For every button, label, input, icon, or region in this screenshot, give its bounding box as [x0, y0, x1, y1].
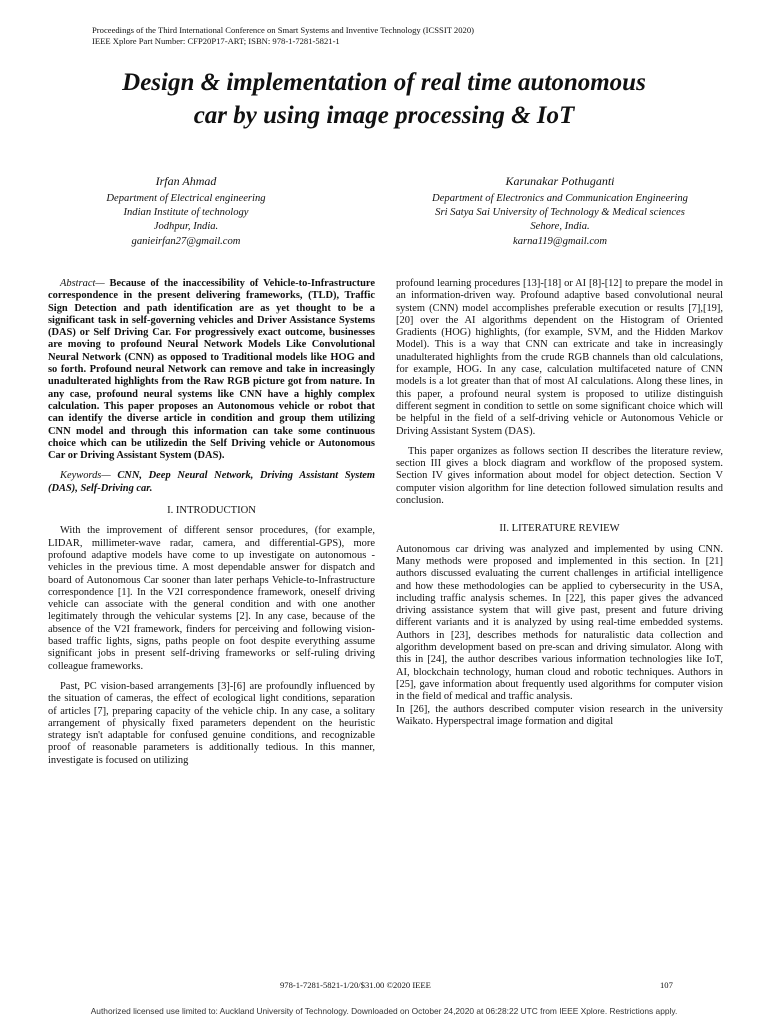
literature-paragraph-2: In [26], the authors described computer vision research in the university Waikato. Hyperspectral image formation and digital	[396, 703, 723, 727]
intro-paragraph-2: Past, PC vision-based arrangements [3]-[6] are profoundly influenced by the situation of cameras, the effect of ecological light conditions, separation of articles [7], preparing capacity of the vehicle chip. In any case, a solitary arrangement of physically fixed parameters dependent on the heuristic strategy isn't adaptable for confused genuine conditions, and recognizable proof of reasonable parameters is additionally tedious. In this manner, investigate is focused on utilizing	[48, 680, 375, 766]
isbn-header-line: IEEE Xplore Part Number: CFP20P17-ART; ISBN: 978-1-7281-5821-1	[92, 36, 340, 46]
title-line-1: Design & implementation of real time autonomous	[122, 69, 646, 96]
keywords-label: Keywords—	[60, 470, 111, 482]
author-block-2	[390, 174, 730, 249]
author-institute: Indian Institute of technology	[123, 207, 249, 219]
author-block-1	[56, 174, 316, 249]
section-heading-introduction: I. INTRODUCTION	[167, 505, 256, 517]
footer-copyright: 978-1-7281-5821-1/20/$31.00 ©2020 IEEE	[280, 980, 431, 990]
intro-continued-paragraph: profound learning procedures [13]-[18] or AI [8]-[12] to prepare the model in an information-driven way. Profound adaptive based convolutional neural system (CNN) model accomplishes preferable execution or results [7],[19],[20] over the AI algorithms dependent on the Histogram of Oriented Gradients (HOG) highlights, (for example, SVM, and the Hidden Markov Model). This is a way that CNN can extricate and take in increasingly unadulterated highlights from the crude RGB channels than old calculations, for example, HOG. In any case, calculation multifaceted nature of CNN models is a lot greater than that of most AI calculations. Along these lines, in this paper, a profound neural system is proposed to utilize distinguish different segment in condition to settle on some significant choice which will be helpful in the field of a self-driving vehicle or Autonomous Vehicle or Driving Assistant System (DAS).	[396, 278, 723, 437]
author-email: karna119@gmail.com	[513, 235, 607, 247]
abstract-paragraph	[48, 278, 375, 462]
right-column	[396, 278, 723, 728]
author-department: Department of Electrical engineering	[106, 193, 266, 204]
keywords-paragraph	[48, 470, 375, 495]
organization-paragraph: This paper organizes as follows section II describes the literature review, section III gives a block diagram and workflow of the proposed system. Section IV gives information about model for object detection. Section V computer vision algorithm for line detection followed simulation results and conclusion.	[396, 445, 723, 507]
left-column	[48, 278, 375, 767]
author-name: Irfan Ahmad	[155, 174, 217, 188]
license-notice: Authorized licensed use limited to: Auckland University of Technology. Downloaded on October 24,2020 at 06:28:22 UTC from IEEE Xplore. Restrictions apply.	[90, 1006, 678, 1016]
author-email: ganieirfan27@gmail.com	[131, 235, 241, 247]
author-location: Jodhpur, India.	[153, 221, 219, 233]
literature-paragraph-1: Autonomous car driving was analyzed and implemented by using CNN. Many methods were proposed and implemented in this section. In [21] authors discussed evaluating the current challenges in artificial intelligence and how these methodologies can be applied to cybersecurity in the USA, including traffic analysis schemes. In [22], this paper gives the advanced driving assistance system that will give past, present and future driving different variants and it is analyzed by using real-time embedded systems. Authors in [23], describes methods for naturalistic data collection and algorithm development based on pre-scan and driving simulator. Along with this in [24], the author describes various information technologies like IoT, AI, blockchain technology, human cloud and robotic techniques. Authors in [25], gave information about frequently used algorithms for computer vision in the field of medical and traffic analysis.	[396, 543, 723, 703]
title-line-2: car by using image processing & IoT	[193, 102, 575, 129]
section-heading-literature-review: II. LITERATURE REVIEW	[499, 523, 620, 535]
author-name: Karunakar Pothuganti	[505, 174, 615, 188]
author-institute: Sri Satya Sai University of Technology & Medical sciences	[435, 207, 685, 219]
abstract-text: Because of the inaccessibility of Vehicle-to-Infrastructure correspondence in the present delivering frameworks, (TLD), Traffic Sign Detection and path identification are as yet thought to be a significant task in self-governing vehicles and Driver Assistance Systems (DAS) or Self Driving Car. For progressively exact outcome, businesses are moving to profound Neural Network Models Like Convolutional Neural Network (CNN) as opposed to Traditional models like HOG and so forth. Profound neural Network can remove and take in increasingly unadulterated highlights from the Raw RGB picture got from nature. In any case, profound neural systems like CNN have a highly complex calculation. This paper proposes an Autonomous vehicle or robot that can identify the diverse article in condition and group them utilizing CNN model and through this information can take some continuous choice which can be utilizedin the Self Driving vehicle or Autonomous Car or Driving Assistant System (DAS).	[48, 278, 375, 462]
page-number: 107	[660, 980, 673, 990]
intro-paragraph-1: With the improvement of different sensor procedures, (for example, LIDAR, millimeter-wave radar, camera, and differential-GPS), more profound adaptive models have come to up investigate on autonomous - vehicles in the previous time. A most dependable answer for dispatch and board of Autonomous Car sooner than later perhaps Vehicle-to-Infrastructure correspondence [1]. In the V2I correspondence framework, oneself driving vehicle can associate with the general condition and with one another legitimately through the vehicular systems [2]. In any case, because of the absence of the V2I framework, finders for perceiving and following vision-based traffic lights, signs, paths people on foot despite everything assume significant jobs in present self-driving frameworks or self-ruling driving colleague frameworks.	[48, 525, 375, 672]
conference-header-line: Proceedings of the Third International Conference on Smart Systems and Inventive Technology (ICSSIT 2020)	[92, 25, 474, 35]
abstract-label: Abstract—	[60, 278, 105, 289]
author-location: Sehore, India.	[530, 221, 590, 233]
keywords-text: CNN, Deep Neural Network, Driving Assistant System (DAS), Self-Driving car.	[48, 470, 375, 494]
paper-title	[40, 66, 728, 132]
author-department: Department of Electronics and Communication Engineering	[432, 193, 688, 204]
